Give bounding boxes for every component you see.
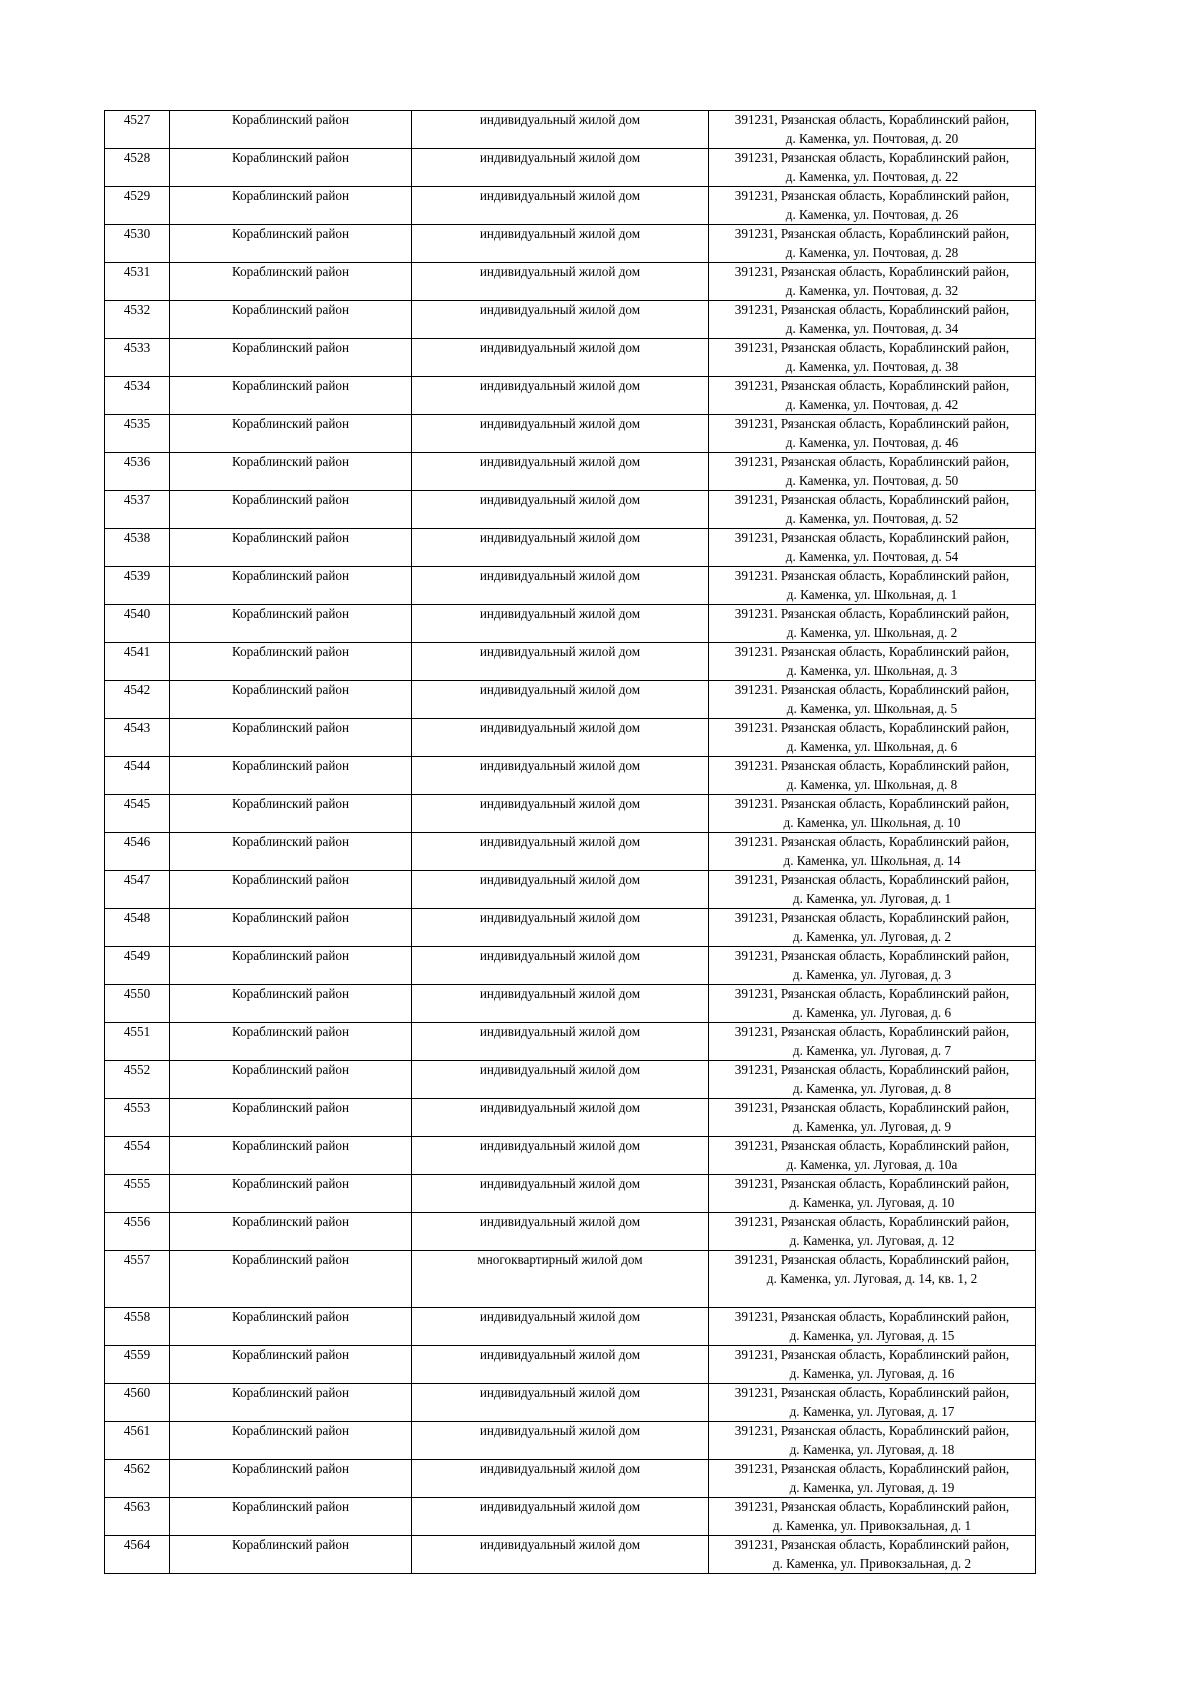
district-cell: Кораблинский район: [170, 1175, 412, 1213]
record-number-cell: 4529: [105, 187, 170, 225]
address-cell: [709, 1023, 1036, 1061]
district-cell: Кораблинский район: [170, 871, 412, 909]
address-line-region: 391231, Рязанская область, Кораблинский район,: [734, 872, 1010, 887]
table-row: [105, 339, 1036, 377]
address-cell: [709, 833, 1036, 871]
record-number-cell: 4536: [105, 453, 170, 491]
address-cell: [709, 719, 1036, 757]
address-line-street: д. Каменка, ул. Луговая, д. 7: [792, 1042, 952, 1058]
address-line-region: 391231, Рязанская область, Кораблинский район,: [734, 454, 1010, 469]
address-line-region: 391231, Рязанская область, Кораблинский район,: [734, 302, 1010, 317]
district-cell: Кораблинский район: [170, 149, 412, 187]
address-cell: [709, 1422, 1036, 1460]
district-cell: Кораблинский район: [170, 757, 412, 795]
building-type-cell: индивидуальный жилой дом: [412, 757, 709, 795]
district-cell: Кораблинский район: [170, 339, 412, 377]
building-type-cell: индивидуальный жилой дом: [412, 1137, 709, 1175]
table-row: [105, 567, 1036, 605]
table-row: [105, 1460, 1036, 1498]
building-type-cell: индивидуальный жилой дом: [412, 377, 709, 415]
table-row: [105, 1308, 1036, 1346]
address-cell: [709, 187, 1036, 225]
table-row: [105, 795, 1036, 833]
record-number-cell: 4559: [105, 1346, 170, 1384]
building-type-cell: индивидуальный жилой дом: [412, 909, 709, 947]
record-number-cell: 4563: [105, 1498, 170, 1536]
address-line-street: д. Каменка, ул. Луговая, д. 17: [789, 1403, 955, 1419]
address-line-street: д. Каменка, ул. Почтовая, д. 22: [785, 168, 959, 184]
record-number-cell: 4554: [105, 1137, 170, 1175]
district-cell: Кораблинский район: [170, 529, 412, 567]
district-cell: Кораблинский район: [170, 225, 412, 263]
building-type-cell: индивидуальный жилой дом: [412, 605, 709, 643]
building-type-cell: индивидуальный жилой дом: [412, 1213, 709, 1251]
record-number-cell: 4552: [105, 1061, 170, 1099]
table-row: [105, 757, 1036, 795]
building-type-cell: индивидуальный жилой дом: [412, 1422, 709, 1460]
address-cell: [709, 1384, 1036, 1422]
district-cell: Кораблинский район: [170, 985, 412, 1023]
district-cell: Кораблинский район: [170, 453, 412, 491]
table-row: [105, 1213, 1036, 1251]
building-type-cell: индивидуальный жилой дом: [412, 453, 709, 491]
record-number-cell: 4553: [105, 1099, 170, 1137]
table-row: [105, 491, 1036, 529]
address-line-street: д. Каменка, ул. Почтовая, д. 26: [785, 206, 959, 222]
address-line-region: 391231, Рязанская область, Кораблинский район,: [734, 1499, 1010, 1514]
address-line-street: д. Каменка, ул. Почтовая, д. 32: [785, 282, 959, 298]
table-row: [105, 1251, 1036, 1308]
record-number-cell: 4548: [105, 909, 170, 947]
address-line-region: 391231, Рязанская область, Кораблинский район,: [734, 1214, 1010, 1229]
building-type-cell: индивидуальный жилой дом: [412, 225, 709, 263]
address-line-region: 391231, Рязанская область, Кораблинский район,: [734, 340, 1010, 355]
address-line-region: 391231, Рязанская область, Кораблинский район,: [734, 1100, 1010, 1115]
table-row: [105, 149, 1036, 187]
address-cell: [709, 567, 1036, 605]
building-type-cell: индивидуальный жилой дом: [412, 1384, 709, 1422]
address-line-street: д. Каменка, ул. Почтовая, д. 50: [785, 472, 959, 488]
district-cell: Кораблинский район: [170, 377, 412, 415]
address-line-street: д. Каменка, ул. Почтовая, д. 20: [785, 130, 959, 146]
address-cell: [709, 377, 1036, 415]
address-line-street: д. Каменка, ул. Школьная, д. 6: [786, 738, 958, 754]
record-number-cell: 4556: [105, 1213, 170, 1251]
building-type-cell: индивидуальный жилой дом: [412, 795, 709, 833]
address-line-street: д. Каменка, ул. Почтовая, д. 54: [785, 548, 959, 564]
address-line-street: д. Каменка, ул. Школьная, д. 3: [786, 662, 958, 678]
address-line-street: д. Каменка, ул. Школьная, д. 5: [786, 700, 958, 716]
address-line-region: 391231, Рязанская область, Кораблинский район,: [734, 1423, 1010, 1438]
table-row: [105, 833, 1036, 871]
address-cell: [709, 263, 1036, 301]
building-type-cell: индивидуальный жилой дом: [412, 111, 709, 149]
district-cell: Кораблинский район: [170, 681, 412, 719]
address-line-street: д. Каменка, ул. Почтовая, д. 42: [785, 396, 959, 412]
record-number-cell: 4547: [105, 871, 170, 909]
address-cell: [709, 1061, 1036, 1099]
address-line-street: д. Каменка, ул. Луговая, д. 3: [792, 966, 952, 982]
building-type-cell: индивидуальный жилой дом: [412, 719, 709, 757]
address-cell: [709, 225, 1036, 263]
address-cell: [709, 529, 1036, 567]
address-line-street: д. Каменка, ул. Луговая, д. 2: [792, 928, 952, 944]
address-line-street: д. Каменка, ул. Луговая, д. 19: [789, 1479, 955, 1495]
district-cell: Кораблинский район: [170, 1099, 412, 1137]
table-row: [105, 111, 1036, 149]
address-line-street: д. Каменка, ул. Школьная, д. 10: [783, 814, 961, 830]
address-line-region: 391231. Рязанская область, Кораблинский район,: [734, 606, 1010, 621]
record-number-cell: 4541: [105, 643, 170, 681]
address-cell: [709, 871, 1036, 909]
address-line-region: 391231, Рязанская область, Кораблинский район,: [734, 530, 1010, 545]
record-number-cell: 4558: [105, 1308, 170, 1346]
table-row: [105, 719, 1036, 757]
building-type-cell: индивидуальный жилой дом: [412, 833, 709, 871]
address-line-region: 391231, Рязанская область, Кораблинский район,: [734, 948, 1010, 963]
table-row: [105, 1175, 1036, 1213]
address-line-region: 391231, Рязанская область, Кораблинский район,: [734, 1024, 1010, 1039]
table-row: [105, 605, 1036, 643]
building-type-cell: индивидуальный жилой дом: [412, 1460, 709, 1498]
address-line-street: д. Каменка, ул. Почтовая, д. 52: [785, 510, 959, 526]
district-cell: Кораблинский район: [170, 909, 412, 947]
record-number-cell: 4557: [105, 1251, 170, 1308]
address-line-street: д. Каменка, ул. Луговая, д. 9: [792, 1118, 952, 1134]
address-line-street: д. Каменка, ул. Луговая, д. 18: [789, 1441, 955, 1457]
address-line-street: д. Каменка, ул. Почтовая, д. 34: [785, 320, 959, 336]
district-cell: Кораблинский район: [170, 947, 412, 985]
address-cell: [709, 1536, 1036, 1574]
table-row: [105, 415, 1036, 453]
record-number-cell: 4546: [105, 833, 170, 871]
table-row: [105, 225, 1036, 263]
district-cell: Кораблинский район: [170, 643, 412, 681]
record-number-cell: 4551: [105, 1023, 170, 1061]
building-type-cell: индивидуальный жилой дом: [412, 1175, 709, 1213]
address-line-street: д. Каменка, ул. Луговая, д. 15: [789, 1327, 955, 1343]
district-cell: Кораблинский район: [170, 301, 412, 339]
address-cell: [709, 1251, 1036, 1308]
building-type-cell: индивидуальный жилой дом: [412, 149, 709, 187]
building-type-cell: индивидуальный жилой дом: [412, 187, 709, 225]
address-cell: [709, 1346, 1036, 1384]
table-row: [105, 301, 1036, 339]
table-body: [105, 111, 1036, 1574]
building-type-cell: многоквартирный жилой дом: [412, 1251, 709, 1308]
building-type-cell: индивидуальный жилой дом: [412, 871, 709, 909]
address-line-street: д. Каменка, ул. Луговая, д. 6: [792, 1004, 952, 1020]
address-line-region: 391231, Рязанская область, Кораблинский район,: [734, 1385, 1010, 1400]
address-cell: [709, 1137, 1036, 1175]
table-row: [105, 871, 1036, 909]
record-number-cell: 4543: [105, 719, 170, 757]
record-number-cell: 4539: [105, 567, 170, 605]
address-cell: [709, 985, 1036, 1023]
address-line-street: д. Каменка, ул. Школьная, д. 1: [786, 586, 958, 602]
table-row: [105, 1023, 1036, 1061]
address-line-street: д. Каменка, ул. Привокзальная, д. 2: [772, 1555, 972, 1571]
district-cell: Кораблинский район: [170, 263, 412, 301]
record-number-cell: 4560: [105, 1384, 170, 1422]
address-line-region: 391231, Рязанская область, Кораблинский район,: [734, 1062, 1010, 1077]
district-cell: Кораблинский район: [170, 415, 412, 453]
building-type-cell: индивидуальный жилой дом: [412, 643, 709, 681]
address-cell: [709, 1498, 1036, 1536]
table-row: [105, 1384, 1036, 1422]
record-number-cell: 4542: [105, 681, 170, 719]
address-line-region: 391231, Рязанская область, Кораблинский район,: [734, 1176, 1010, 1191]
district-cell: Кораблинский район: [170, 111, 412, 149]
address-line-street: д. Каменка, ул. Школьная, д. 8: [786, 776, 958, 792]
district-cell: Кораблинский район: [170, 1023, 412, 1061]
record-number-cell: 4562: [105, 1460, 170, 1498]
record-number-cell: 4544: [105, 757, 170, 795]
building-type-cell: индивидуальный жилой дом: [412, 1061, 709, 1099]
building-type-cell: индивидуальный жилой дом: [412, 1099, 709, 1137]
district-cell: Кораблинский район: [170, 1251, 412, 1308]
building-type-cell: индивидуальный жилой дом: [412, 1498, 709, 1536]
building-type-cell: индивидуальный жилой дом: [412, 1536, 709, 1574]
address-line-region: 391231, Рязанская область, Кораблинский район,: [734, 1461, 1010, 1476]
district-cell: Кораблинский район: [170, 567, 412, 605]
address-cell: [709, 1213, 1036, 1251]
table-row: [105, 643, 1036, 681]
address-line-street: д. Каменка, ул. Луговая, д. 8: [792, 1080, 952, 1096]
address-line-street: д. Каменка, ул. Школьная, д. 14: [783, 852, 961, 868]
district-cell: Кораблинский район: [170, 491, 412, 529]
building-type-cell: индивидуальный жилой дом: [412, 491, 709, 529]
district-cell: Кораблинский район: [170, 1384, 412, 1422]
table-row: [105, 909, 1036, 947]
address-cell: [709, 111, 1036, 149]
record-number-cell: 4549: [105, 947, 170, 985]
table-row: [105, 1422, 1036, 1460]
address-line-street: д. Каменка, ул. Почтовая, д. 38: [785, 358, 959, 374]
district-cell: Кораблинский район: [170, 833, 412, 871]
address-line-region: 391231, Рязанская область, Кораблинский район,: [734, 492, 1010, 507]
table-row: [105, 377, 1036, 415]
record-number-cell: 4561: [105, 1422, 170, 1460]
record-number-cell: 4532: [105, 301, 170, 339]
building-type-cell: индивидуальный жилой дом: [412, 1308, 709, 1346]
address-cell: [709, 909, 1036, 947]
address-line-street: д. Каменка, ул. Луговая, д. 12: [789, 1232, 955, 1248]
address-line-street: д. Каменка, ул. Школьная, д. 2: [786, 624, 958, 640]
address-line-region: 391231, Рязанская область, Кораблинский район,: [734, 1537, 1010, 1552]
address-cell: [709, 1175, 1036, 1213]
record-number-cell: 4528: [105, 149, 170, 187]
address-line-street: д. Каменка, ул. Луговая, д. 16: [789, 1365, 955, 1381]
address-line-street: д. Каменка, ул. Луговая, д. 10а: [786, 1156, 958, 1172]
address-cell: [709, 339, 1036, 377]
address-line-region: 391231. Рязанская область, Кораблинский район,: [734, 568, 1010, 583]
district-cell: Кораблинский район: [170, 1061, 412, 1099]
building-type-cell: индивидуальный жилой дом: [412, 985, 709, 1023]
address-cell: [709, 681, 1036, 719]
address-line-street: д. Каменка, ул. Привокзальная, д. 1: [772, 1517, 972, 1533]
building-type-cell: индивидуальный жилой дом: [412, 301, 709, 339]
address-line-street: д. Каменка, ул. Луговая, д. 10: [789, 1194, 955, 1210]
district-cell: Кораблинский район: [170, 1213, 412, 1251]
address-line-region: 391231, Рязанская область, Кораблинский район,: [734, 188, 1010, 203]
record-number-cell: 4538: [105, 529, 170, 567]
address-line-region: 391231, Рязанская область, Кораблинский район,: [734, 986, 1010, 1001]
district-cell: Кораблинский район: [170, 795, 412, 833]
building-type-cell: индивидуальный жилой дом: [412, 263, 709, 301]
address-line-street: д. Каменка, ул. Почтовая, д. 28: [785, 244, 959, 260]
record-number-cell: 4531: [105, 263, 170, 301]
address-line-region: 391231. Рязанская область, Кораблинский район,: [734, 834, 1010, 849]
address-cell: [709, 149, 1036, 187]
address-line-region: 391231, Рязанская область, Кораблинский район,: [734, 112, 1010, 127]
address-line-region: 391231, Рязанская область, Кораблинский район,: [734, 150, 1010, 165]
address-cell: [709, 415, 1036, 453]
record-number-cell: 4537: [105, 491, 170, 529]
housing-register-table: [104, 110, 1036, 1574]
record-number-cell: 4533: [105, 339, 170, 377]
address-line-region: 391231, Рязанская область, Кораблинский район,: [734, 1138, 1010, 1153]
table-row: [105, 1346, 1036, 1384]
building-type-cell: индивидуальный жилой дом: [412, 567, 709, 605]
record-number-cell: 4555: [105, 1175, 170, 1213]
table-row: [105, 1137, 1036, 1175]
record-number-cell: 4534: [105, 377, 170, 415]
table-row: [105, 453, 1036, 491]
record-number-cell: 4564: [105, 1536, 170, 1574]
address-cell: [709, 795, 1036, 833]
building-type-cell: индивидуальный жилой дом: [412, 947, 709, 985]
address-cell: [709, 453, 1036, 491]
address-cell: [709, 605, 1036, 643]
address-cell: [709, 1308, 1036, 1346]
record-number-cell: 4535: [105, 415, 170, 453]
building-type-cell: индивидуальный жилой дом: [412, 415, 709, 453]
district-cell: Кораблинский район: [170, 1422, 412, 1460]
record-number-cell: 4527: [105, 111, 170, 149]
table-row: [105, 1498, 1036, 1536]
table-row: [105, 1099, 1036, 1137]
address-cell: [709, 947, 1036, 985]
building-type-cell: индивидуальный жилой дом: [412, 1023, 709, 1061]
address-line-region: 391231, Рязанская область, Кораблинский район,: [734, 226, 1010, 241]
address-line-region: 391231, Рязанская область, Кораблинский район,: [734, 264, 1010, 279]
address-line-region: 391231, Рязанская область, Кораблинский район,: [734, 1252, 1010, 1267]
address-line-region: 391231, Рязанская область, Кораблинский район,: [734, 1309, 1010, 1324]
address-line-region: 391231. Рязанская область, Кораблинский район,: [734, 644, 1010, 659]
address-line-region: 391231. Рязанская область, Кораблинский район,: [734, 682, 1010, 697]
table-row: [105, 529, 1036, 567]
address-line-region: 391231, Рязанская область, Кораблинский район,: [734, 378, 1010, 393]
address-line-region: 391231. Рязанская область, Кораблинский район,: [734, 758, 1010, 773]
table-row: [105, 947, 1036, 985]
address-line-street: д. Каменка, ул. Луговая, д. 14, кв. 1, 2: [766, 1270, 978, 1286]
table-row: [105, 681, 1036, 719]
address-cell: [709, 1099, 1036, 1137]
district-cell: Кораблинский район: [170, 1498, 412, 1536]
address-cell: [709, 1460, 1036, 1498]
district-cell: Кораблинский район: [170, 719, 412, 757]
record-number-cell: 4550: [105, 985, 170, 1023]
address-line-street: д. Каменка, ул. Луговая, д. 1: [792, 890, 952, 906]
address-line-region: 391231, Рязанская область, Кораблинский район,: [734, 910, 1010, 925]
table-row: [105, 1536, 1036, 1574]
table-row: [105, 985, 1036, 1023]
building-type-cell: индивидуальный жилой дом: [412, 1346, 709, 1384]
district-cell: Кораблинский район: [170, 1308, 412, 1346]
address-cell: [709, 491, 1036, 529]
address-cell: [709, 301, 1036, 339]
table-row: [105, 263, 1036, 301]
record-number-cell: 4530: [105, 225, 170, 263]
building-type-cell: индивидуальный жилой дом: [412, 529, 709, 567]
address-line-region: 391231. Рязанская область, Кораблинский район,: [734, 796, 1010, 811]
address-line-region: 391231, Рязанская область, Кораблинский район,: [734, 416, 1010, 431]
record-number-cell: 4545: [105, 795, 170, 833]
building-type-cell: индивидуальный жилой дом: [412, 681, 709, 719]
table-row: [105, 1061, 1036, 1099]
address-line-region: 391231, Рязанская область, Кораблинский район,: [734, 1347, 1010, 1362]
table-row: [105, 187, 1036, 225]
district-cell: Кораблинский район: [170, 1137, 412, 1175]
district-cell: Кораблинский район: [170, 1460, 412, 1498]
address-line-region: 391231. Рязанская область, Кораблинский район,: [734, 720, 1010, 735]
record-number-cell: 4540: [105, 605, 170, 643]
building-type-cell: индивидуальный жилой дом: [412, 339, 709, 377]
district-cell: Кораблинский район: [170, 605, 412, 643]
district-cell: Кораблинский район: [170, 1536, 412, 1574]
address-line-street: д. Каменка, ул. Почтовая, д. 46: [785, 434, 959, 450]
address-cell: [709, 757, 1036, 795]
district-cell: Кораблинский район: [170, 187, 412, 225]
address-cell: [709, 643, 1036, 681]
district-cell: Кораблинский район: [170, 1346, 412, 1384]
